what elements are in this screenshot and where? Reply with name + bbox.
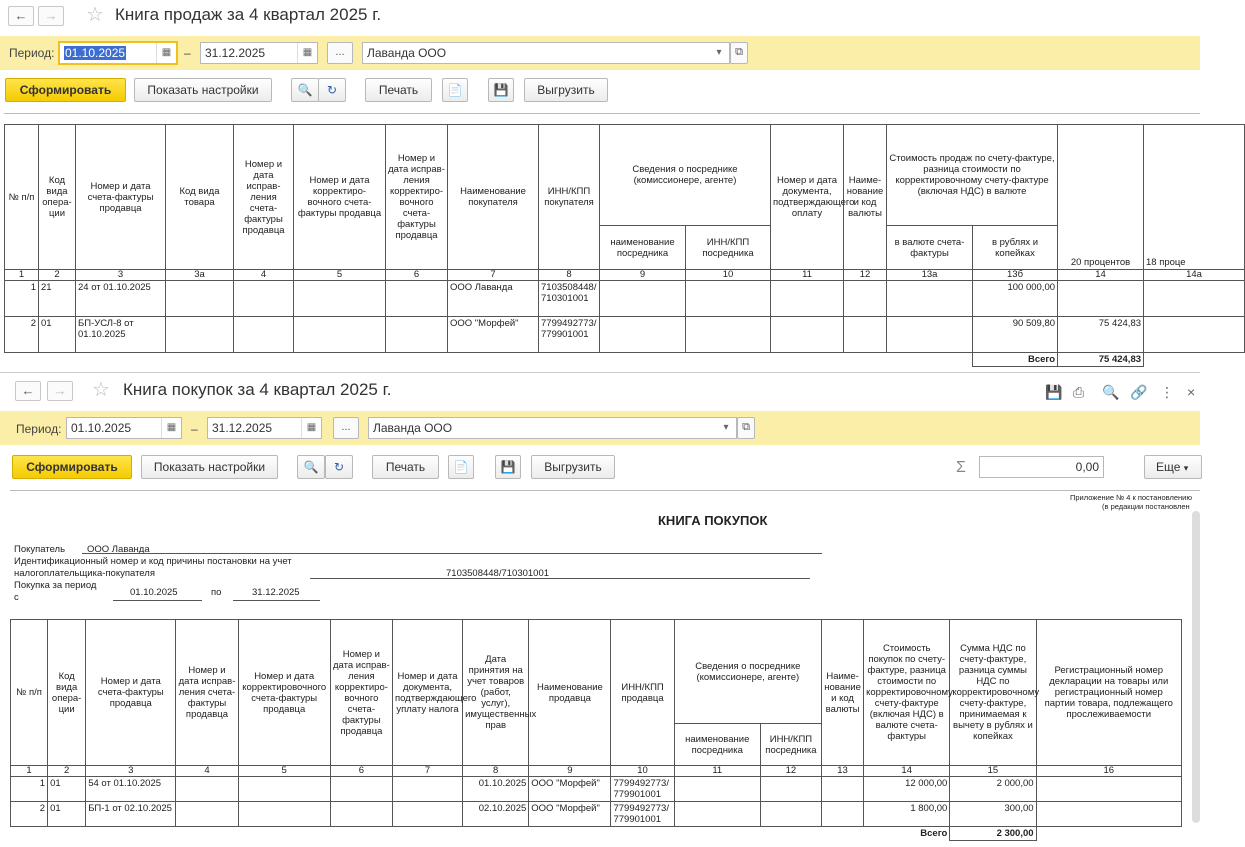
- calendar-icon[interactable]: ▦: [297, 43, 317, 63]
- show-settings-button[interactable]: Показать настройки: [141, 455, 278, 479]
- column-number: 5: [294, 270, 386, 281]
- period-to: 31.12.2025: [252, 587, 300, 598]
- open-organization-icon[interactable]: ⧉: [737, 417, 755, 439]
- sales-report-sheet: [4, 113, 1200, 372]
- column-number: 2: [39, 270, 76, 281]
- sum-value: 0,00: [1075, 460, 1099, 474]
- period-to-underline: [233, 587, 320, 601]
- column-number: 3: [86, 766, 176, 777]
- column-number: 11: [771, 270, 844, 281]
- col-header: Стоимость покупок по счету-фактуре, разница стоимости по корректировочному счету-фактуре (включая НДС) в валюте счета-фактуры: [864, 620, 950, 766]
- purchase-cost: 1 800,00: [864, 802, 950, 827]
- date-to-field[interactable]: [207, 417, 322, 439]
- organization-field[interactable]: [362, 42, 730, 64]
- col-header: Наименование продавца: [529, 620, 611, 766]
- period-select-button[interactable]: ...: [327, 42, 353, 64]
- period-from: 01.10.2025: [130, 587, 178, 598]
- col-header: наименование посредника: [600, 226, 686, 270]
- col-header: Номер и дата исправ-ления счета-фактуры продавца: [176, 620, 238, 766]
- purchases-book-window: [0, 372, 1200, 846]
- col-header: ИНН/КПП посредника: [686, 226, 771, 270]
- vat-20: [1058, 281, 1144, 317]
- seller-name: ООО "Морфей": [529, 777, 611, 802]
- organization-field[interactable]: [368, 417, 737, 439]
- more-button[interactable]: [1144, 455, 1202, 479]
- col-header: Номер и дата исправ-ления корректиро-вочного счета-фактуры продавца: [386, 125, 448, 270]
- period-select-button[interactable]: ...: [333, 417, 359, 439]
- row-number: 2: [5, 317, 39, 353]
- sales-parameters: [0, 36, 1200, 70]
- column-number: 10: [686, 270, 771, 281]
- col-header: Наименование покупателя: [448, 125, 539, 270]
- buyer-name: ООО Лаванда: [87, 544, 150, 555]
- more-vertical-icon[interactable]: ⋮: [1160, 384, 1174, 400]
- column-number: 4: [176, 766, 238, 777]
- calendar-icon[interactable]: ▦: [156, 43, 176, 63]
- col-header: № п/п: [5, 125, 39, 270]
- search-icon[interactable]: 🔍: [291, 78, 319, 102]
- column-number: 14: [864, 766, 950, 777]
- preview-icon[interactable]: 🔍: [1102, 384, 1120, 400]
- total-row: [11, 827, 1182, 841]
- total-label: Всего: [920, 828, 948, 839]
- calendar-icon[interactable]: ▦: [301, 418, 321, 438]
- col-header: Номер и дата документа, подтверждающего оплату: [771, 125, 844, 270]
- buyer-name: ООО "Морфей": [448, 317, 539, 353]
- save-icon[interactable]: 💾: [1045, 384, 1063, 400]
- col-header: Номер и дата документа, подтверждающего уплату налога: [392, 620, 462, 766]
- total-label: Всего: [973, 353, 1058, 367]
- date-from-value: 01.10.2025: [71, 421, 132, 435]
- vat-20: 75 424,83: [1058, 317, 1144, 353]
- column-number: 7: [448, 270, 539, 281]
- chevron-down-icon: ▾: [1183, 463, 1189, 473]
- favorite-star-icon[interactable]: ☆: [86, 4, 104, 26]
- sales-book-window: [0, 0, 1200, 372]
- inn-label-2: налогоплательщика-покупателя: [14, 568, 155, 579]
- calendar-icon[interactable]: ▦: [161, 418, 181, 438]
- appendix-note: Приложение № 4 к постановлению: [1070, 493, 1192, 502]
- column-number: 7: [392, 766, 462, 777]
- column-number: 6: [386, 270, 448, 281]
- col-header: в валюте счета-фактуры: [887, 226, 973, 270]
- generate-button[interactable]: Сформировать: [12, 455, 132, 479]
- export-button[interactable]: Выгрузить: [531, 455, 615, 479]
- favorite-star-icon[interactable]: ☆: [92, 379, 110, 401]
- show-settings-button[interactable]: Показать настройки: [134, 78, 272, 102]
- operation-code: 01: [48, 802, 86, 827]
- col-header: 20 процентов: [1058, 125, 1144, 270]
- sum-icon: Σ: [956, 459, 966, 476]
- edition-note: (в редакции постановлен: [1102, 502, 1190, 511]
- inn-underline: [310, 567, 810, 579]
- vertical-scrollbar[interactable]: [1192, 511, 1200, 823]
- period-dash: –: [184, 46, 191, 60]
- col-header: Номер и дата исправ-ления корректиро-вочного счета-фактуры продавца: [330, 620, 392, 766]
- column-number: 8: [539, 270, 600, 281]
- column-number: 1: [5, 270, 39, 281]
- column-number: 8: [463, 766, 529, 777]
- purchase-cost: 12 000,00: [864, 777, 950, 802]
- save-icon[interactable]: 💾: [495, 455, 521, 479]
- column-number: 9: [529, 766, 611, 777]
- amount-rub: 90 509,80: [973, 317, 1058, 353]
- column-number: 9: [600, 270, 686, 281]
- organization-value: Лаванда ООО: [367, 46, 447, 60]
- purchases-titlebar: [0, 375, 1200, 407]
- column-number: 1: [11, 766, 48, 777]
- column-numbers-row: [11, 766, 1182, 777]
- sales-titlebar: [0, 0, 1200, 32]
- vat-amount: 2 000,00: [950, 777, 1036, 802]
- row-number: 2: [11, 802, 48, 827]
- col-header: Код вида опера-ции: [48, 620, 86, 766]
- purchases-parameters: [0, 411, 1200, 445]
- invoice: БП-1 от 02.10.2025: [86, 802, 176, 827]
- dropdown-arrow-icon[interactable]: ▾: [716, 47, 722, 58]
- operation-code: 01: [48, 777, 86, 802]
- column-number: 3: [76, 270, 166, 281]
- vat-amount: 300,00: [950, 802, 1036, 827]
- more-label: Еще: [1156, 460, 1181, 474]
- print-button[interactable]: Печать: [372, 455, 439, 479]
- acceptance-date: 02.10.2025: [463, 802, 529, 827]
- table-row: [5, 317, 1245, 353]
- preview-icon[interactable]: 📄: [442, 78, 468, 102]
- sales-toolbar: [0, 78, 1200, 108]
- dropdown-arrow-icon[interactable]: ▾: [723, 422, 729, 433]
- col-header: Сумма НДС по счету-фактуре, разница суммы НДС по корректировочному счету-фактуре, принимаемая к вычету в рублях и копейках: [950, 620, 1036, 766]
- col-header: Дата принятия на учет товаров (работ, услуг), имущественных прав: [463, 620, 529, 766]
- column-number: 2: [48, 766, 86, 777]
- page-title: Книга продаж за 4 квартал 2025 г.: [115, 5, 382, 24]
- forward-arrow-icon[interactable]: →: [47, 381, 73, 401]
- column-number: 3а: [166, 270, 234, 281]
- period-label: Покупка за период: [14, 580, 97, 591]
- col-header: ИНН/КПП покупателя: [539, 125, 600, 270]
- col-header: Наиме-нование и код валюты: [822, 620, 864, 766]
- row-number: 1: [11, 777, 48, 802]
- column-number: 5: [238, 766, 330, 777]
- operation-code: 01: [39, 317, 76, 353]
- col-header: 18 проце: [1144, 125, 1245, 270]
- col-header: Код вида товара: [166, 125, 234, 270]
- column-number: 4: [234, 270, 294, 281]
- column-number: 14: [1058, 270, 1144, 281]
- period-label: Период:: [16, 422, 62, 436]
- buyer-inn: 7799492773/779901001: [539, 317, 600, 353]
- date-to-value: 31.12.2025: [212, 421, 273, 435]
- invoice: 54 от 01.10.2025: [86, 777, 176, 802]
- seller-inn: 7799492773/779901001: [611, 802, 674, 827]
- search-refresh-icon[interactable]: ↻: [318, 78, 346, 102]
- total-vat: 2 300,00: [950, 827, 1036, 841]
- date-from-field[interactable]: [58, 41, 178, 65]
- inn-label: Идентификационный номер и код причины постановки на учет: [14, 556, 292, 567]
- acceptance-date: 01.10.2025: [463, 777, 529, 802]
- col-header: Номер и дата счета-фактуры продавца: [86, 620, 176, 766]
- open-organization-icon[interactable]: ⧉: [730, 42, 748, 64]
- column-number: 12: [844, 270, 887, 281]
- column-number: 14а: [1144, 270, 1245, 281]
- invoice: 24 от 01.10.2025: [76, 281, 166, 317]
- col-header: Номер и дата корректиро-вочного счета-фактуры продавца: [294, 125, 386, 270]
- buyer-underline: [82, 542, 822, 554]
- buyer-label: Покупатель: [14, 544, 66, 555]
- period-from-label: с: [14, 592, 19, 603]
- col-header: Стоимость продаж по счету-фактуре, разница стоимости по корректировочному счету-фактуре (включая НДС) в валюте: [887, 125, 1058, 226]
- col-header: Код вида опера-ции: [39, 125, 76, 270]
- purchases-toolbar: [0, 455, 1200, 485]
- row-number: 1: [5, 281, 39, 317]
- purchases-report-table: [10, 619, 1182, 841]
- search-refresh-icon[interactable]: ↻: [325, 455, 353, 479]
- invoice: БП-УСЛ-8 от 01.10.2025: [76, 317, 166, 353]
- generate-button[interactable]: Сформировать: [5, 78, 126, 102]
- sales-report-table: [4, 124, 1245, 367]
- total-vat-20: 75 424,83: [1058, 353, 1144, 367]
- page-title: Книга покупок за 4 квартал 2025 г.: [123, 380, 392, 399]
- operation-code: 21: [39, 281, 76, 317]
- buyer-inn: 7103508448/710301001: [539, 281, 600, 317]
- column-number: 13а: [887, 270, 973, 281]
- table-row: [11, 777, 1182, 802]
- column-number: 11: [674, 766, 760, 777]
- col-header: № п/п: [11, 620, 48, 766]
- back-arrow-icon[interactable]: ←: [15, 381, 41, 401]
- seller-name: ООО "Морфей": [529, 802, 611, 827]
- table-row: [5, 281, 1245, 317]
- buyer-inn: 7103508448/710301001: [446, 568, 550, 579]
- buyer-name: ООО Лаванда: [448, 281, 539, 317]
- date-to-value: 31.12.2025: [205, 46, 266, 60]
- print-button[interactable]: Печать: [365, 78, 432, 102]
- col-header: Наиме-нование и код валюты: [844, 125, 887, 270]
- col-header: наименование посредника: [674, 724, 760, 766]
- column-number: 13б: [973, 270, 1058, 281]
- save-icon[interactable]: 💾: [488, 78, 514, 102]
- close-icon[interactable]: ×: [1187, 384, 1196, 400]
- table-row: [11, 802, 1182, 827]
- document-heading: КНИГА ПОКУПОК: [658, 513, 768, 528]
- sum-field[interactable]: [979, 456, 1104, 478]
- total-row: [5, 353, 1245, 367]
- export-button[interactable]: Выгрузить: [524, 78, 608, 102]
- column-numbers-row: [5, 270, 1245, 281]
- col-header: Номер и дата исправ-ления счета-фактуры продавца: [234, 125, 294, 270]
- organization-value: Лаванда ООО: [373, 421, 453, 435]
- amount-rub: 100 000,00: [973, 281, 1058, 317]
- col-header: ИНН/КПП посредника: [760, 724, 821, 766]
- purchases-report-sheet: [10, 490, 1200, 847]
- date-from-value: 01.10.2025: [65, 46, 126, 60]
- column-number: 13: [822, 766, 864, 777]
- period-from-underline: [113, 587, 202, 601]
- column-number: 12: [760, 766, 821, 777]
- forward-arrow-icon[interactable]: →: [38, 6, 64, 26]
- period-label: Период:: [9, 46, 55, 60]
- col-header: Номер и дата корректировочного счета-фактуры продавца: [238, 620, 330, 766]
- col-header: Регистрационный номер декларации на товары или регистрационный номер партии товара, подлежащего прослеживаемости: [1036, 620, 1181, 766]
- date-to-field[interactable]: [200, 42, 318, 64]
- seller-inn: 7799492773/779901001: [611, 777, 674, 802]
- col-header: Сведения о посреднике (комиссионере, агенте): [600, 125, 771, 226]
- date-from-field[interactable]: [66, 417, 182, 439]
- search-icon[interactable]: 🔍: [297, 455, 325, 479]
- preview-icon[interactable]: 📄: [448, 455, 474, 479]
- col-header: в рублях и копейках: [973, 226, 1058, 270]
- print-icon[interactable]: ⎙: [1073, 384, 1085, 400]
- column-number: 10: [611, 766, 674, 777]
- col-header: ИНН/КПП продавца: [611, 620, 674, 766]
- col-header: Сведения о посреднике (комиссионере, агенте): [674, 620, 821, 724]
- period-to-label: по: [211, 587, 222, 598]
- period-dash: –: [191, 422, 198, 436]
- back-arrow-icon[interactable]: ←: [8, 6, 34, 26]
- column-number: 15: [950, 766, 1036, 777]
- column-number: 16: [1036, 766, 1181, 777]
- link-icon[interactable]: 🔗: [1130, 384, 1148, 400]
- col-header: Номер и дата счета-фактуры продавца: [76, 125, 166, 270]
- column-number: 6: [330, 766, 392, 777]
